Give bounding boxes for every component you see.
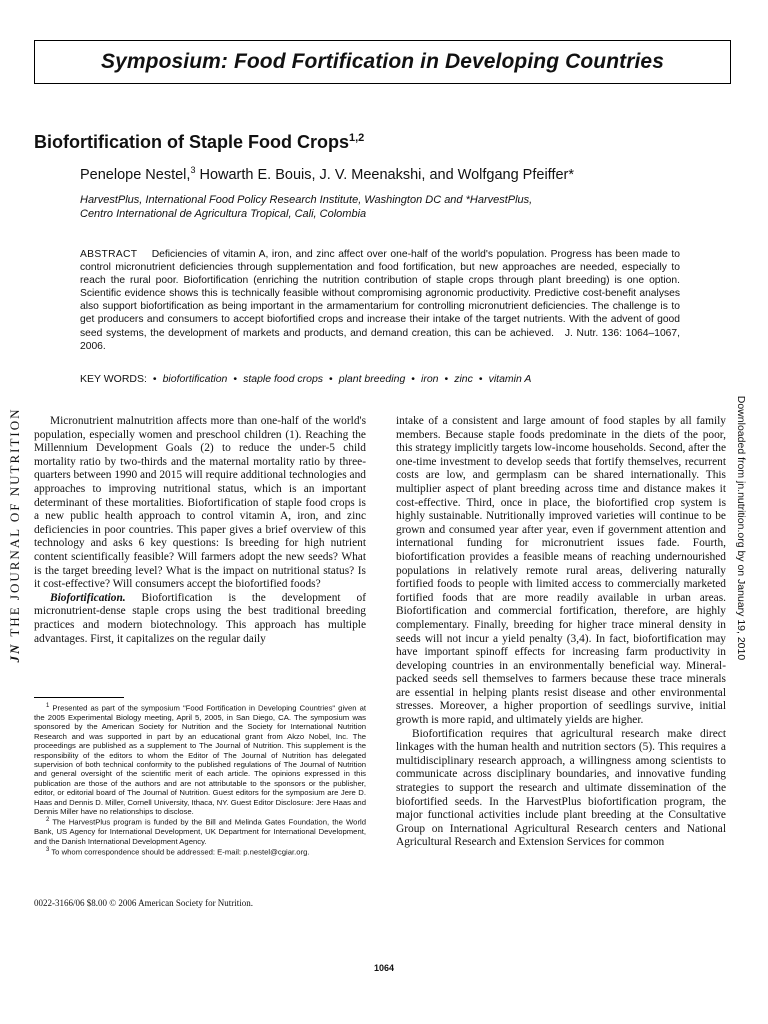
body-paragraph-biofortification [34, 592, 366, 646]
keyword-bullet: • [411, 373, 415, 385]
keywords-label: KEY WORDS: [80, 373, 147, 385]
footnote-2 [34, 816, 366, 846]
keyword: staple food crops [243, 373, 324, 385]
body-paragraph: intake of a consistent and large amount of food staples by all family members. Because staple foods predominate in the diets of the poor, this strategy implicitly targets low-income households. Second, after the one-time investment to develop seeds that fortify themselves, recurrent costs are low, and germplasm can be shared internationally. This multiplier aspect of plant breeding across time and distance makes it cost-effective. Third, once in place, the biofortified crop system is highly sustainable. Nutritionally improved varieties will continue to be grown and consumed year after year, even if government attention and international funding for micronutrient issues fade. Fourth, biofortification provides a feasible means of reaching undernourished populations in relatively remote rural areas, delivering naturally fortified foods to people with limited access to commercially marketed fortified foods that are more readily available in urban areas. Biofortification and commercial fortification, therefore, are highly complementary. Finally, breeding for higher trace mineral density in seeds will not incur a yield penalty (3,4). In fact, biofortification may have important spinoff effects for increasing farm productivity in developing countries in an environmentally beneficial way. Mineral-packed seeds sell themselves to farmers because these trace minerals are essential in helping plants resist disease and other environmental stresses. Moreover, a higher proportion of seedlings survive, initial growth is more rapid, and ultimately yields are higher. [396, 415, 726, 727]
abstract-text: Deficiencies of vitamin A, iron, and zinc affect over one-half of the world's population. Progress has been made to control micronutrient deficiencies through supplementation and food fortification, but new approaches are needed, especially to reach the rural poor. Biofortification (enriching the nutrition contribution of staple crops through plant breeding) is one option. Scientific evidence shows this is technically feasible without compromising agronomic productivity. Predictive cost-benefit analyses also support biofortification as being important in the armamentarium for controlling micronutrient deficiencies. The challenge is to get producers and consumers to accept biofortified crops and increase their intake of the target nutrients. With the advent of good seed systems, the development of markets and products, and demand creation, this can be achieved. [80, 249, 680, 339]
abstract-label: ABSTRACT [80, 249, 138, 260]
body-paragraph: Biofortification requires that agricultural research make direct linkages with the human health and nutrition sectors (5). This requires a multidisciplinary research approach, a willingness among scientists to communicate across disciplinary boundaries, and innovative funding strategies to support the research and ultimate dissemination of the biofortified seeds. In the HarvestPlus biofortification program, the major functional activities include plant breeding at the Consultative Group on International Agricultural Research centers and National Agricultural Research and Extension Services for common [396, 727, 726, 849]
footnote-text: Presented as part of the symposium "Food Fortification in Developing Countries" given at the 2005 Experimental Biology meeting, April 5, 2005, in San Diego, CA. The symposium was sponsored by the American Society for Nutrition and the Society for International Nutrition Research and was supported in part by an educational grant from Akzo Nobel, Inc. The proceedings are published as a supplement to The Journal of Nutrition. This supplement is the responsibility of the editors to whom the Editor of The Journal of Nutrition has delegated supervision of both technical conformity to the published regulations of The Journal of Nutrition and general oversight of the scientific merit of each article. The opinions expressed in this publication are those of the authors and are not attributable to the sponsors or the publisher, editor, or editorial board of The Journal of Nutrition. Guest editors for the symposium are Jere D. Haas and Dennis D. Miller, Cornell University, Ithaca, NY. Guest Editor Disclosure: Jere Haas and Dennis Miller have no relationships to disclose. [34, 703, 366, 817]
keyword: plant breeding [338, 373, 406, 385]
copyright-line: 0022-3166/06 $8.00 © 2006 American Society for Nutrition. [34, 898, 254, 908]
author-first: Penelope Nestel, [80, 166, 191, 183]
footnote-text: To whom correspondence should be addressed: E-mail: p.nestel@cgiar.org. [49, 847, 310, 857]
article-title-text: Biofortification of Staple Food Crops [34, 132, 349, 152]
article-title [34, 132, 364, 153]
keyword: iron [420, 373, 439, 385]
download-note: Downloaded from jn.nutrition.org by on January 19, 2010 [735, 395, 747, 661]
footnote-3 [34, 846, 366, 857]
journal-name: THE JOURNAL OF NUTRITION [7, 407, 22, 637]
footnote-mark: 2 [46, 817, 50, 824]
keyword-bullet: • [444, 373, 449, 385]
download-watermark [734, 378, 748, 678]
author-rest: Howarth E. Bouis, J. V. Meenakshi, and Wolfgang Pfeiffer* [195, 166, 575, 183]
abstract [80, 248, 680, 353]
body-column-left [34, 415, 366, 646]
body-paragraph-text: Biofortification is the development of micronutrient-dense staple crops using the best traditional breeding practices and modern biotechnology. This approach has multiple advantages. First, it capitalizes on the regular daily [34, 591, 366, 645]
footnotes [34, 702, 366, 857]
footnote-mark: 1 [46, 703, 50, 709]
keyword: biofortification [162, 373, 228, 385]
keyword: zinc [454, 373, 473, 385]
page-number: 1064 [373, 963, 395, 973]
keyword-bullet: • [152, 373, 157, 385]
keyword-bullet: • [233, 373, 238, 385]
keyword-bullet: • [329, 373, 333, 385]
symposium-banner [34, 40, 731, 84]
journal-side-banner [4, 380, 26, 690]
footnote-text: The HarvestPlus program is funded by the Bill and Melinda Gates Foundation, the World Bank, US Agency for International Development, UK Department for International Development, and the Danish International Development Agency. [34, 818, 366, 846]
footnote-divider [34, 697, 124, 698]
keyword-bullet: • [478, 373, 483, 385]
author-list [80, 165, 574, 183]
body-paragraph: Micronutrient malnutrition affects more than one-half of the world's population, especially women and preschool children (1). Reaching the Millennium Development Goals (2) to reduce the under-5 child mortality ratio by two-thirds and the maternal mortality ratio by three-quarters between 1990 and 2015 will require additional technologies and approaches to improving nutritional status, which is an important determinant of these mortalities. Biofortification of staple food crops is a new public health approach to control vitamin A, iron, and zinc deficiencies in poor countries. This paper gives a brief overview of this technology and asks 6 key questions: Is breeding for high nutrient content scientifically feasible? Will farmers adopt the new seeds? What is the target breeding level? What is the impact on nutritional status? Is it cost-effective? Will consumers accept the biofortified foods? [34, 415, 366, 591]
keyword: vitamin A [488, 373, 532, 385]
keywords-line [80, 373, 720, 385]
title-footnote-marks: 1,2 [348, 132, 365, 144]
journal-abbrev: JN [7, 642, 22, 663]
affiliation-line-2: Centro International de Agricultura Tropical, Cali, Colombia [80, 208, 367, 220]
footnote-1 [34, 702, 366, 816]
affiliation-line-1: HarvestPlus, International Food Policy Research Institute, Washington DC and *HarvestPlus, [80, 194, 533, 206]
body-column-right [396, 415, 726, 850]
affiliation [80, 193, 680, 221]
author-footnote-mark: 3 [190, 165, 196, 175]
footnote-mark: 3 [46, 847, 50, 854]
abstract-citation: J. Nutr. 136: 1064–1067, 2006. [80, 327, 680, 352]
section-heading-inline: Biofortification. [50, 591, 126, 604]
symposium-title: Symposium: Food Fortification in Developing Countries [101, 50, 664, 73]
